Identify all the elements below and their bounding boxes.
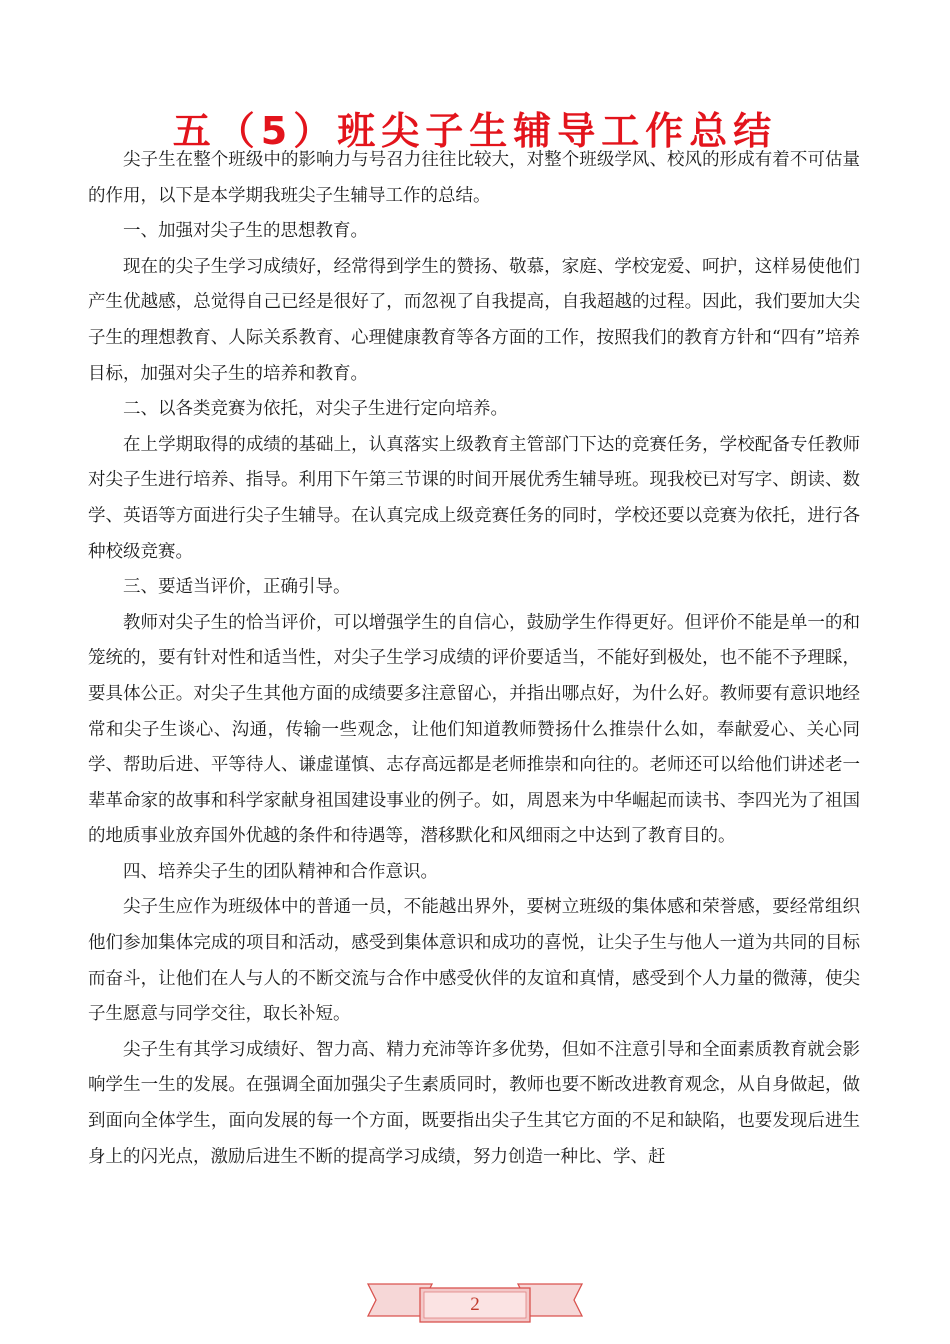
page-title: 五（5）班尖子生辅导工作总结 [172,109,778,153]
section-heading-1: 一、加强对尖子生的思想教育。 [123,221,368,242]
section-heading-2: 二、以各类竞赛为依托，对尖子生进行定向培养。 [123,399,508,420]
body-paragraph: 尖子生有其学习成绩好、智力高、精力充沛等许多优势，但如不注意引导和全面素质教育就会影响学生一生的发展。在强调全面加强尖子生素质同时，教师也要不断改进教育观念，从自身做起，做到面向全体学生，面向发展的每一个方面，既要指出尖子生其它方面的不足和缺陷，也要发现后进生身上的闪光点，激励后进生不断的提高学习成绩，努力创造一种比、学、赶 [88,1039,860,1167]
page-footer [0,1276,950,1336]
document-body [88,143,860,1175]
body-paragraph: 现在的尖子生学习成绩好，经常得到学生的赞扬、敬慕，家庭、学校宠爱、呵护，这样易使他们产生优越感，总觉得自己已经是很好了，而忽视了自我提高，自我超越的过程。因此，我们要加大尖子生的理想教育、人际关系教育、心理健康教育等各方面的工作，按照我们的教育方针和“四有”培养目标，加强对尖子生的培养和教育。 [88,256,860,384]
section-heading-3: 三、要适当评价，正确引导。 [123,577,351,598]
body-paragraph: 教师对尖子生的恰当评价，可以增强学生的自信心，鼓励学生作得更好。但评价不能是单一的和笼统的，要有针对性和适当性，对尖子生学习成绩的评价要适当，不能好到极处，也不能不予理睬，要具体公正。对尖子生其他方面的成绩要多注意留心，并指出哪点好，为什么好。教师要有意识地经常和尖子生谈心、沟通，传输一些观念，让他们知道教师赞扬什么推崇什么如，奉献爱心、关心同学、帮助后进、平等待人、谦虚谨慎、志存高远都是老师推崇和向往的。老师还可以给他们讲述老一辈革命家的故事和科学家献身祖国建设事业的例子。如，周恩来为中华崛起而读书、李四光为了祖国的地质事业放弃国外优越的条件和待遇等，潜移默化和风细雨之中达到了教育目的。 [88,612,860,847]
section-heading-4: 四、培养尖子生的团队精神和合作意识。 [123,861,438,882]
body-paragraph: 尖子生应作为班级体中的普通一员，不能越出界外，要树立班级的集体感和荣誉感，要经常组织他们参加集体完成的项目和活动，感受到集体意识和成功的喜悦，让尖子生与他人一道为共同的目标而奋斗，让他们在人与人的不断交流与合作中感受伙伴的友谊和真情，感受到个人力量的微薄，使尖子生愿意与同学交往，取长补短。 [88,897,860,1025]
intro-paragraph: 尖子生在整个班级中的影响力与号召力往往比较大，对整个班级学风、校风的形成有着不可估量的作用，以下是本学期我班尖子生辅导工作的总结。 [88,150,860,206]
body-paragraph: 在上学期取得的成绩的基础上，认真落实上级教育主管部门下达的竞赛任务，学校配备专任教师对尖子生进行培养、指导。利用下午第三节课的时间开展优秀生辅导班。现我校已对写字、朗读、数学、英语等方面进行尖子生辅导。在认真完成上级竞赛任务的同时，学校还要以竞赛为依托，进行各种校级竞赛。 [88,434,860,562]
page-number: 2 [470,1294,480,1315]
